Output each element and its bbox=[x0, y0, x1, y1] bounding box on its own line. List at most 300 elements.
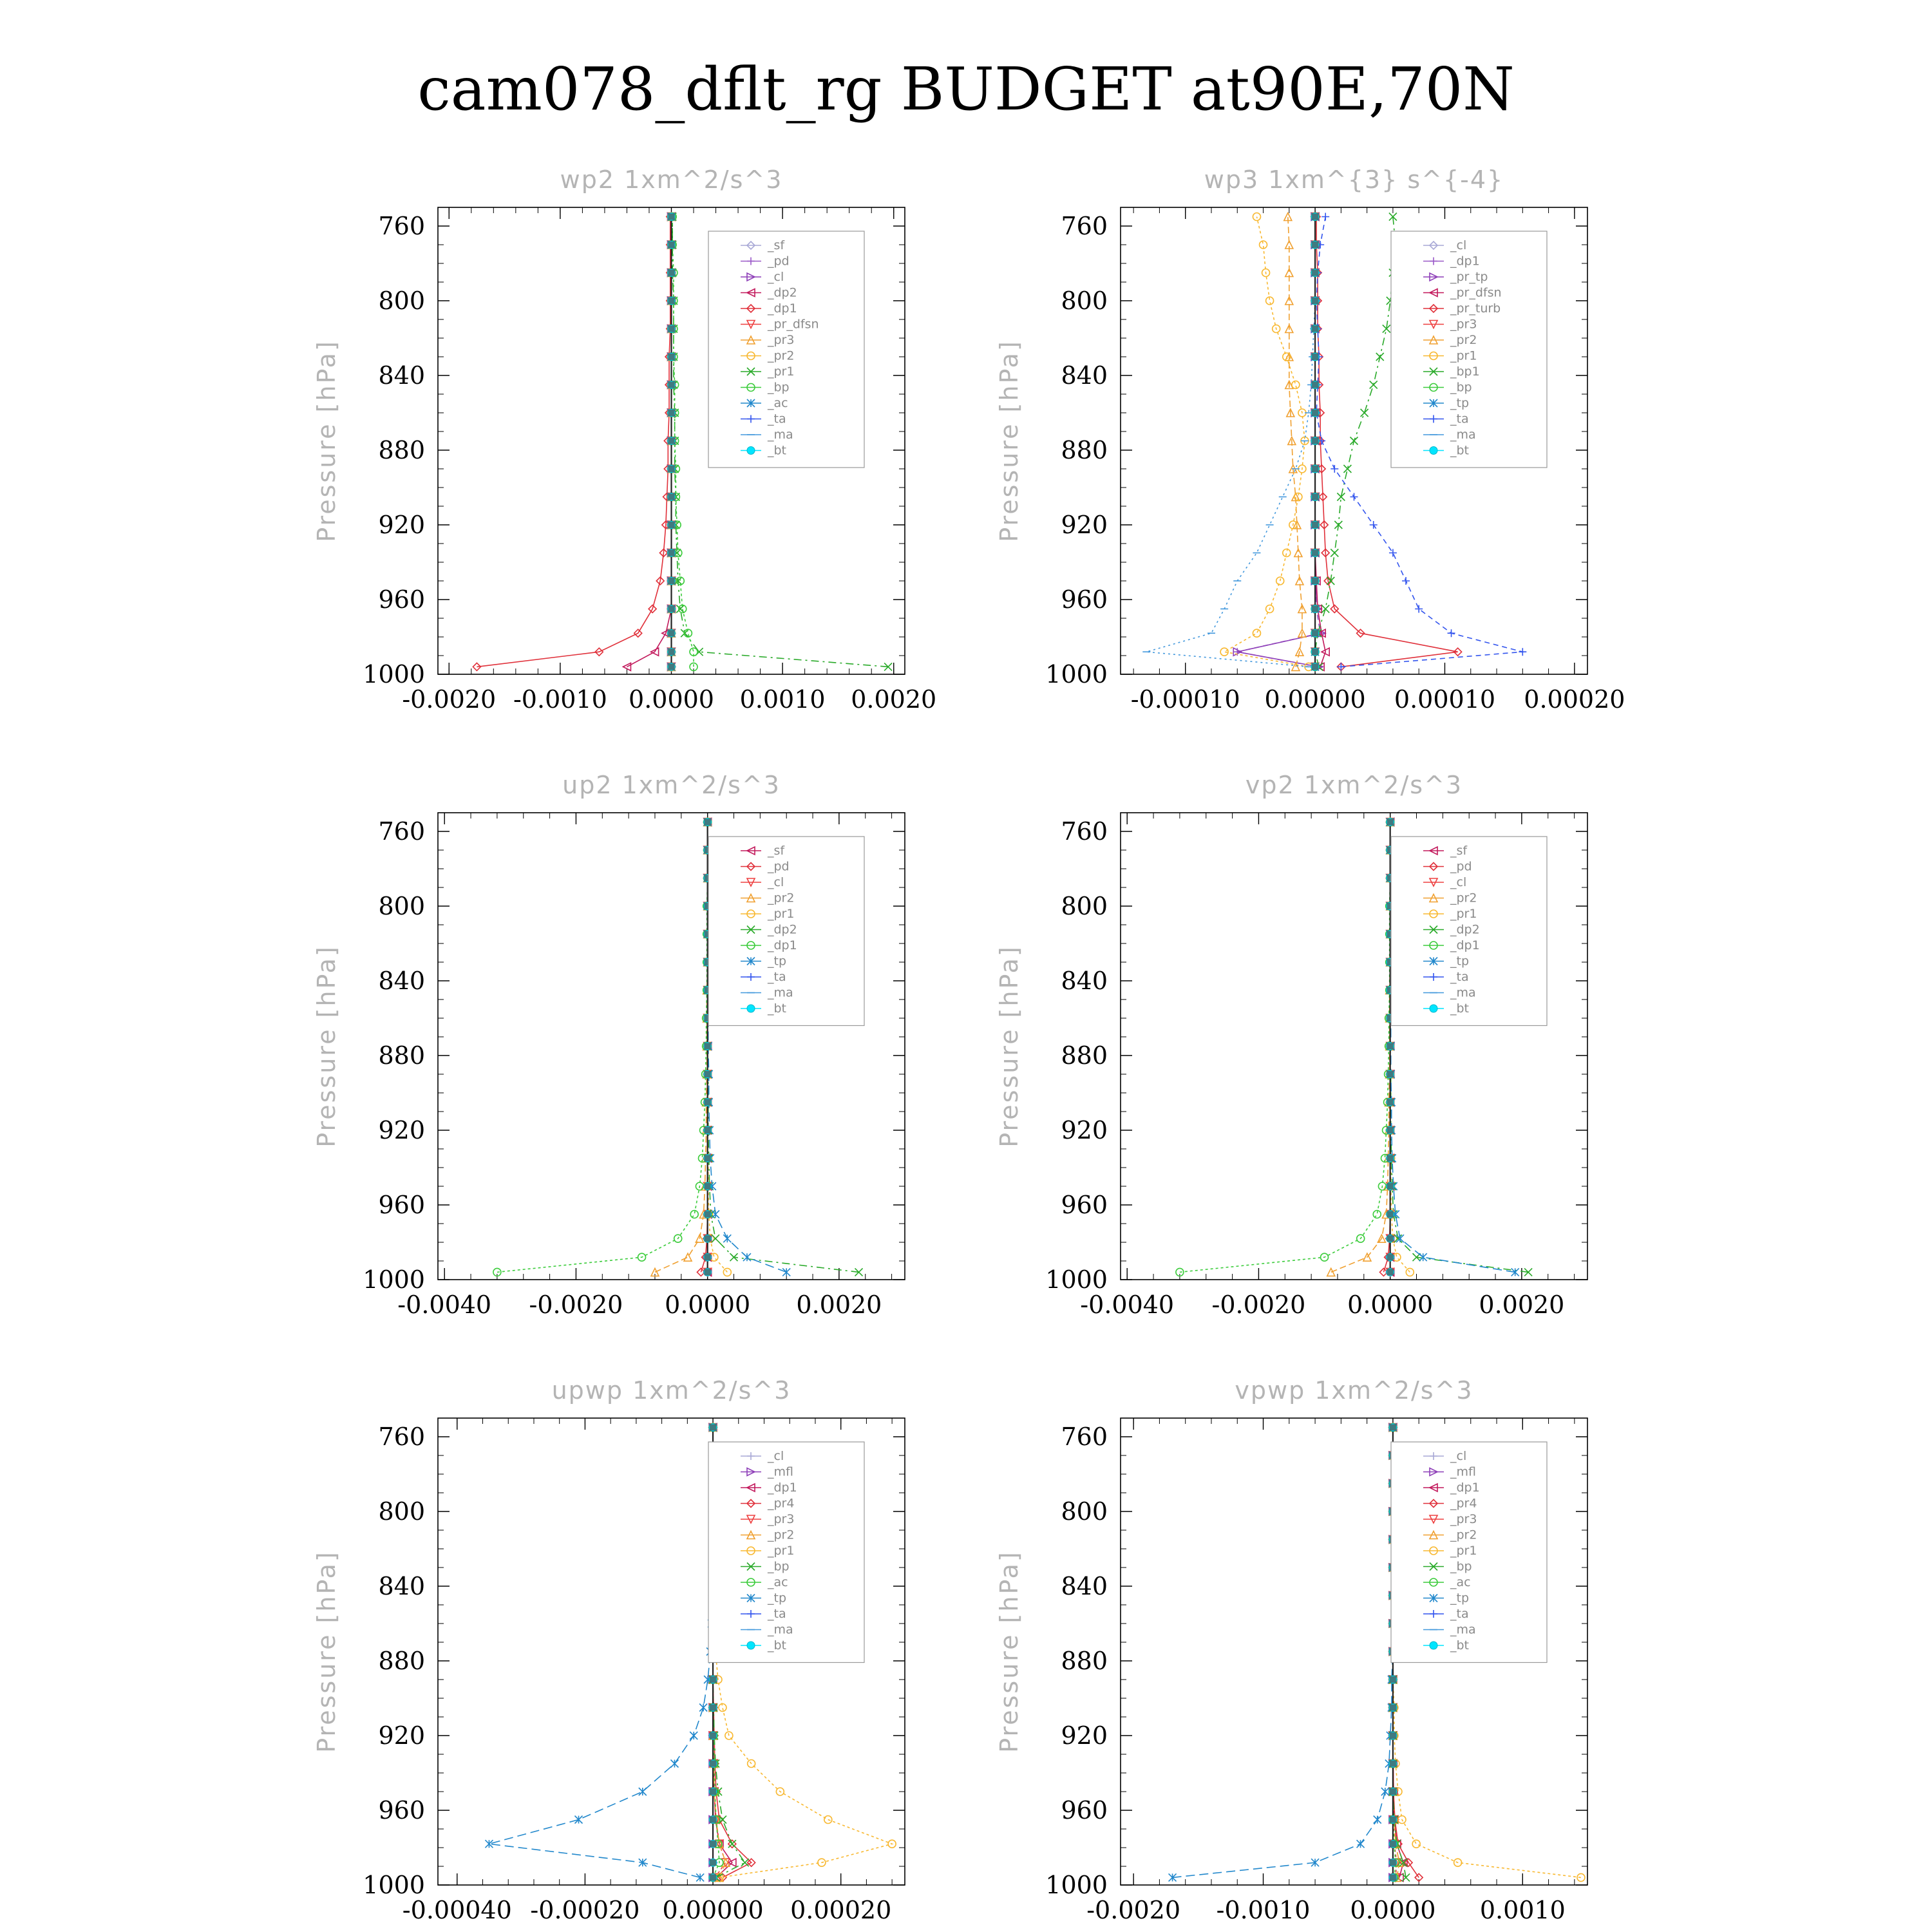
zero-marker bbox=[705, 1235, 711, 1242]
x-tick-label: 0.0010 bbox=[1479, 1896, 1566, 1924]
y-tick-label: 760 bbox=[1061, 817, 1108, 846]
legend bbox=[708, 1442, 864, 1663]
data-point bbox=[690, 1732, 697, 1739]
x-tick-label: 0.0000 bbox=[1347, 1291, 1434, 1319]
zero-marker bbox=[668, 298, 675, 304]
legend-label: _pr4 bbox=[1450, 1496, 1477, 1511]
legend-label: _pr1 bbox=[768, 907, 795, 921]
series-line bbox=[1237, 217, 1320, 667]
y-axis-label: Pressure [hPa] bbox=[995, 339, 1023, 542]
legend-label: _pr3 bbox=[1450, 317, 1477, 332]
legend-label: _tp bbox=[1450, 396, 1470, 410]
data-point bbox=[1389, 549, 1397, 557]
y-tick-label: 760 bbox=[1061, 1423, 1108, 1451]
legend-label: _ac bbox=[768, 396, 788, 410]
legend-label: _pr1 bbox=[1450, 1544, 1477, 1558]
zero-marker bbox=[668, 606, 675, 612]
series_tp bbox=[1169, 1424, 1397, 1882]
legend-label: _mfl bbox=[1450, 1464, 1476, 1479]
legend-marker bbox=[747, 1642, 755, 1649]
x-tick-label: -0.0040 bbox=[1080, 1291, 1175, 1319]
legend-label: _pd bbox=[768, 859, 790, 874]
series-line bbox=[497, 822, 708, 1273]
y-tick-label: 800 bbox=[378, 892, 425, 920]
zero-marker bbox=[668, 494, 675, 500]
data-point bbox=[639, 1788, 647, 1795]
legend-marker bbox=[747, 1005, 755, 1012]
data-point bbox=[1337, 663, 1345, 670]
y-tick-label: 1000 bbox=[363, 1871, 425, 1899]
legend-label: _ta bbox=[768, 412, 786, 426]
legend-label: _tp bbox=[1450, 954, 1470, 969]
panel-3 bbox=[312, 771, 905, 1319]
legend-label: _dp2 bbox=[1450, 922, 1480, 937]
legend-label: _bp bbox=[768, 380, 790, 395]
data-point bbox=[1283, 549, 1291, 557]
legend-label: _pd bbox=[1450, 859, 1472, 874]
legend-label: _cl bbox=[1450, 1449, 1467, 1463]
x-tick-label: -0.00040 bbox=[402, 1896, 512, 1924]
y-tick-label: 960 bbox=[378, 1796, 425, 1824]
zero-marker bbox=[705, 1183, 711, 1189]
series-line bbox=[1288, 217, 1302, 667]
zero-marker bbox=[710, 1817, 716, 1823]
zero-marker bbox=[1312, 326, 1318, 332]
y-tick-label: 760 bbox=[378, 817, 425, 846]
zero-marker bbox=[1390, 1874, 1396, 1880]
zero-marker bbox=[1387, 1183, 1394, 1189]
y-tick-label: 880 bbox=[1061, 436, 1108, 464]
zero-marker bbox=[1312, 354, 1318, 360]
legend-label: _cl bbox=[1450, 875, 1467, 889]
y-axis-label: Pressure [hPa] bbox=[995, 945, 1023, 1148]
series_dp1 bbox=[493, 819, 712, 1276]
legend-label: _bp bbox=[1450, 1559, 1472, 1574]
zero-marker bbox=[1390, 1761, 1396, 1767]
zero-marker bbox=[1390, 1676, 1396, 1683]
y-tick-label: 800 bbox=[378, 287, 425, 315]
legend-label: _pr2 bbox=[1450, 1528, 1477, 1542]
x-tick-label: 0.00020 bbox=[1524, 685, 1625, 714]
legend-label: _tp bbox=[768, 954, 787, 969]
zero-marker bbox=[710, 1761, 716, 1767]
y-tick-label: 920 bbox=[1061, 1721, 1108, 1750]
legend-label: _pr1 bbox=[1450, 348, 1477, 363]
legend-label: _pr_dfsn bbox=[768, 317, 819, 332]
y-tick-label: 800 bbox=[1061, 287, 1108, 315]
legend-label: _sf bbox=[1450, 844, 1468, 858]
legend-label: _dp1 bbox=[1450, 254, 1480, 269]
zero-marker bbox=[705, 1127, 711, 1133]
x-tick-label: -0.0020 bbox=[402, 685, 497, 714]
zero-marker bbox=[710, 1874, 716, 1880]
zero-marker bbox=[668, 630, 675, 636]
legend-label: _ma bbox=[768, 1622, 793, 1637]
data-point bbox=[723, 1235, 731, 1242]
data-point bbox=[684, 1253, 692, 1261]
legend-label: _pr1 bbox=[1450, 907, 1477, 921]
x-tick-label: 0.00010 bbox=[1394, 685, 1496, 714]
zero-marker bbox=[1387, 1269, 1394, 1275]
y-tick-label: 800 bbox=[1061, 1497, 1108, 1526]
y-tick-label: 920 bbox=[378, 1116, 425, 1144]
panel-title: wp3 1xm^{3} s^{-4} bbox=[1204, 166, 1504, 194]
legend-label: _dp1 bbox=[1450, 938, 1480, 952]
zero-marker bbox=[705, 1269, 711, 1275]
zero-marker bbox=[705, 1211, 711, 1218]
y-tick-label: 760 bbox=[1061, 212, 1108, 240]
zero-marker bbox=[1312, 298, 1318, 304]
legend bbox=[708, 231, 864, 468]
legend-label: _dp1 bbox=[1450, 1481, 1480, 1495]
legend-label: _cl bbox=[768, 875, 784, 889]
y-tick-label: 880 bbox=[1061, 1647, 1108, 1675]
x-tick-label: -0.0020 bbox=[1086, 1896, 1181, 1924]
zero-marker bbox=[668, 214, 675, 220]
legend-label: _pr3 bbox=[768, 333, 795, 347]
zero-marker bbox=[1387, 819, 1394, 826]
y-tick-label: 880 bbox=[1061, 1041, 1108, 1070]
y-axis-label: Pressure [hPa] bbox=[312, 1550, 341, 1753]
zero-marker bbox=[1312, 550, 1318, 556]
legend-label: _pd bbox=[768, 254, 790, 269]
series_tp bbox=[485, 1424, 717, 1882]
y-tick-label: 880 bbox=[378, 436, 425, 464]
legend-label: _cl bbox=[768, 1449, 784, 1463]
data-point bbox=[1376, 353, 1384, 361]
y-tick-label: 1000 bbox=[363, 660, 425, 688]
legend-label: _tp bbox=[768, 1591, 787, 1605]
zero-marker bbox=[668, 242, 675, 248]
data-point bbox=[1253, 629, 1260, 637]
panel-1 bbox=[312, 166, 936, 714]
legend-label: _bt bbox=[1450, 1638, 1470, 1653]
legend-label: _pr2 bbox=[768, 891, 795, 905]
zero-marker bbox=[1390, 1817, 1396, 1823]
zero-marker bbox=[705, 1155, 711, 1162]
zero-marker bbox=[710, 1676, 716, 1683]
panel-title: vp2 1xm^2/s^3 bbox=[1245, 771, 1463, 799]
legend-label: _bt bbox=[768, 1638, 787, 1653]
zero-marker bbox=[668, 326, 675, 332]
zero-marker bbox=[710, 1705, 716, 1711]
y-tick-label: 880 bbox=[378, 1647, 425, 1675]
x-tick-label: 0.0000 bbox=[1350, 1896, 1436, 1924]
y-tick-label: 960 bbox=[1061, 585, 1108, 614]
zero-marker bbox=[668, 522, 675, 528]
data-point bbox=[728, 1840, 736, 1848]
zero-marker bbox=[1312, 270, 1318, 276]
data-point bbox=[782, 1268, 790, 1276]
legend-label: _dp2 bbox=[768, 922, 797, 937]
zero-marker bbox=[705, 1254, 711, 1260]
series_dp1 bbox=[1176, 819, 1394, 1276]
data-point bbox=[670, 1760, 678, 1768]
y-tick-label: 800 bbox=[1061, 892, 1108, 920]
panel-4 bbox=[995, 771, 1587, 1319]
zero-marker bbox=[1312, 438, 1318, 444]
zero-marker bbox=[1312, 522, 1318, 528]
zero-marker bbox=[668, 578, 675, 584]
legend-label: _dp1 bbox=[768, 938, 797, 952]
panel-title: vpwp 1xm^2/s^3 bbox=[1235, 1376, 1473, 1405]
y-tick-label: 760 bbox=[378, 1423, 425, 1451]
series_dp1 bbox=[473, 213, 674, 671]
y-tick-label: 800 bbox=[378, 1497, 425, 1526]
panel-2 bbox=[995, 166, 1625, 714]
x-tick-label: -0.0020 bbox=[1211, 1291, 1306, 1319]
legend-label: _ta bbox=[1450, 970, 1469, 984]
legend-label: _bt bbox=[768, 1001, 787, 1016]
series-line bbox=[1224, 217, 1309, 667]
data-point bbox=[1396, 1235, 1404, 1242]
data-point bbox=[1321, 213, 1329, 221]
zero-marker bbox=[668, 550, 675, 556]
zero-marker bbox=[1387, 1099, 1394, 1106]
legend-label: _bp bbox=[1450, 380, 1472, 395]
series-line bbox=[477, 217, 670, 667]
legend-label: _ta bbox=[768, 1607, 786, 1621]
data-point bbox=[574, 1816, 582, 1824]
zero-marker bbox=[1312, 630, 1318, 636]
data-point bbox=[699, 1704, 707, 1712]
zero-marker bbox=[710, 1859, 716, 1866]
data-point bbox=[1337, 493, 1345, 501]
legend-label: _pr1 bbox=[768, 365, 795, 379]
legend-label: _tp bbox=[1450, 1591, 1470, 1605]
zero-marker bbox=[1312, 466, 1318, 472]
zero-marker bbox=[1390, 1788, 1396, 1795]
legend-label: _sf bbox=[768, 238, 785, 252]
y-tick-label: 1000 bbox=[363, 1265, 425, 1294]
series_pr2 bbox=[1327, 819, 1394, 1276]
y-tick-label: 960 bbox=[378, 585, 425, 614]
zero-marker bbox=[1390, 1425, 1396, 1431]
zero-marker bbox=[1390, 1859, 1396, 1866]
x-tick-label: -0.0010 bbox=[1216, 1896, 1311, 1924]
data-point bbox=[1374, 1816, 1381, 1824]
series-line bbox=[1180, 822, 1390, 1273]
x-tick-label: -0.0040 bbox=[397, 1291, 492, 1319]
data-point bbox=[1370, 521, 1378, 529]
data-point bbox=[696, 1873, 704, 1881]
legend-label: _dp1 bbox=[768, 301, 797, 316]
legend-label: _bt bbox=[768, 443, 787, 458]
zero-marker bbox=[1312, 663, 1318, 670]
zero-marker bbox=[710, 1788, 716, 1795]
zero-marker bbox=[705, 1099, 711, 1106]
data-point bbox=[1402, 577, 1410, 585]
zero-marker bbox=[1312, 382, 1318, 388]
data-point bbox=[1350, 437, 1358, 445]
zero-marker bbox=[1312, 606, 1318, 612]
data-point bbox=[1292, 381, 1300, 389]
y-tick-label: 840 bbox=[1061, 361, 1108, 390]
y-tick-label: 960 bbox=[1061, 1796, 1108, 1824]
legend-label: _ma bbox=[1450, 985, 1476, 1000]
legend-label: _pr_dfsn bbox=[1450, 285, 1502, 300]
legend-label: _bt bbox=[1450, 443, 1470, 458]
figure-title: cam078_dflt_rg BUDGET at90E,70N bbox=[417, 55, 1515, 124]
legend bbox=[1391, 1442, 1547, 1663]
zero-marker bbox=[1387, 1155, 1394, 1162]
zero-marker bbox=[1387, 1127, 1394, 1133]
data-point bbox=[1412, 1840, 1420, 1848]
y-tick-label: 840 bbox=[1061, 1572, 1108, 1600]
legend bbox=[708, 837, 864, 1026]
legend-label: _bp1 bbox=[1450, 365, 1480, 379]
x-tick-label: 0.0000 bbox=[629, 685, 714, 714]
zero-marker bbox=[668, 382, 675, 388]
y-tick-label: 880 bbox=[378, 1041, 425, 1070]
data-point bbox=[1519, 648, 1526, 656]
legend-label: _ma bbox=[768, 428, 793, 442]
legend-marker bbox=[1430, 1642, 1437, 1649]
zero-marker bbox=[668, 663, 675, 670]
legend-label: _ma bbox=[768, 985, 793, 1000]
legend-label: _dp2 bbox=[768, 285, 797, 300]
y-tick-label: 1000 bbox=[1045, 1265, 1108, 1294]
legend-label: _pr3 bbox=[768, 1512, 795, 1526]
legend-label: _cl bbox=[1450, 238, 1467, 252]
legend-label: _ma bbox=[1450, 1622, 1476, 1637]
data-point bbox=[1370, 381, 1378, 389]
panel-title: wp2 1xm^2/s^3 bbox=[560, 166, 783, 194]
legend-label: _ac bbox=[768, 1575, 788, 1589]
data-point bbox=[1357, 1840, 1365, 1848]
data-point bbox=[712, 1235, 719, 1242]
zero-marker bbox=[705, 1071, 711, 1077]
data-point bbox=[1343, 465, 1351, 473]
data-point bbox=[1381, 1788, 1389, 1795]
x-tick-label: 0.0020 bbox=[851, 685, 937, 714]
zero-marker bbox=[710, 1841, 716, 1847]
zero-marker bbox=[1387, 1071, 1394, 1077]
zero-marker bbox=[668, 438, 675, 444]
legend-label: _pr2 bbox=[768, 348, 795, 363]
series_pr1 bbox=[1220, 213, 1312, 671]
series-line bbox=[1331, 822, 1390, 1273]
y-tick-label: 920 bbox=[378, 1721, 425, 1750]
legend-label: _pr3 bbox=[1450, 1512, 1477, 1526]
legend-label: _pr1 bbox=[768, 1544, 795, 1558]
y-tick-label: 1000 bbox=[1045, 660, 1108, 688]
zero-marker bbox=[710, 1425, 716, 1431]
data-point bbox=[1321, 605, 1329, 613]
zero-marker bbox=[1390, 1732, 1396, 1739]
zero-marker bbox=[1312, 242, 1318, 248]
zero-marker bbox=[1387, 1211, 1394, 1218]
y-axis-label: Pressure [hPa] bbox=[312, 945, 341, 1148]
y-tick-label: 1000 bbox=[1045, 1871, 1108, 1899]
zero-marker bbox=[710, 1732, 716, 1739]
legend-label: _sf bbox=[768, 844, 785, 858]
legend-marker bbox=[1430, 447, 1437, 455]
legend-label: _ac bbox=[1450, 1575, 1471, 1589]
x-tick-label: 0.0000 bbox=[665, 1291, 751, 1319]
legend-label: _ta bbox=[1450, 1607, 1469, 1621]
panel-title: upwp 1xm^2/s^3 bbox=[551, 1376, 791, 1405]
legend-label: _bt bbox=[1450, 1001, 1470, 1016]
legend-marker bbox=[1430, 1005, 1437, 1012]
legend-label: _pr_tp bbox=[1450, 270, 1488, 284]
zero-marker bbox=[1387, 1235, 1394, 1242]
legend-label: _mfl bbox=[768, 1464, 793, 1479]
y-tick-label: 840 bbox=[378, 1572, 425, 1600]
x-tick-label: 0.00000 bbox=[662, 1896, 764, 1924]
legend-label: _pr2 bbox=[1450, 333, 1477, 347]
series-line bbox=[655, 822, 708, 1273]
series_pr2 bbox=[1284, 213, 1306, 671]
zero-marker bbox=[1312, 578, 1318, 584]
x-tick-label: -0.00010 bbox=[1130, 685, 1240, 714]
zero-marker bbox=[1312, 214, 1318, 220]
zero-marker bbox=[1312, 649, 1318, 655]
data-point bbox=[1415, 605, 1423, 613]
zero-marker bbox=[705, 1043, 711, 1050]
y-tick-label: 840 bbox=[378, 361, 425, 390]
series_bp1 bbox=[1311, 213, 1399, 671]
zero-marker bbox=[1390, 1841, 1396, 1847]
series-line bbox=[489, 1428, 713, 1878]
legend-marker bbox=[747, 447, 755, 455]
data-point bbox=[1361, 409, 1368, 417]
panel-6 bbox=[995, 1376, 1587, 1924]
x-tick-label: 0.0020 bbox=[1479, 1291, 1565, 1319]
y-tick-label: 840 bbox=[1061, 967, 1108, 995]
zero-marker bbox=[1312, 410, 1318, 416]
x-tick-label: -0.00020 bbox=[530, 1896, 640, 1924]
y-tick-label: 920 bbox=[1061, 1116, 1108, 1144]
y-tick-label: 760 bbox=[378, 212, 425, 240]
series_dp1 bbox=[1233, 213, 1324, 671]
zero-marker bbox=[668, 466, 675, 472]
legend-label: _dp1 bbox=[768, 1481, 797, 1495]
y-tick-label: 960 bbox=[1061, 1191, 1108, 1219]
data-point bbox=[1331, 549, 1338, 557]
legend-label: _ma bbox=[1450, 428, 1476, 442]
legend bbox=[1391, 837, 1547, 1026]
zero-marker bbox=[1387, 1254, 1394, 1260]
data-point bbox=[1350, 493, 1358, 501]
legend-label: _ta bbox=[768, 970, 786, 984]
panel-5 bbox=[312, 1376, 905, 1924]
y-tick-label: 840 bbox=[378, 967, 425, 995]
series-line bbox=[1173, 1428, 1393, 1878]
legend-label: _pr2 bbox=[768, 1528, 795, 1542]
legend-label: _pr2 bbox=[1450, 891, 1477, 905]
y-tick-label: 920 bbox=[1061, 511, 1108, 539]
legend-label: _pr_turb bbox=[1450, 301, 1501, 316]
zero-marker bbox=[668, 649, 675, 655]
data-point bbox=[743, 1253, 751, 1261]
y-axis-label: Pressure [hPa] bbox=[995, 1550, 1023, 1753]
zero-marker bbox=[668, 354, 675, 360]
legend-label: _bp bbox=[768, 1559, 790, 1574]
panel-title: up2 1xm^2/s^3 bbox=[562, 771, 781, 799]
zero-marker bbox=[668, 410, 675, 416]
x-tick-label: -0.0020 bbox=[529, 1291, 623, 1319]
zero-marker bbox=[1312, 494, 1318, 500]
legend bbox=[1391, 231, 1547, 468]
legend-label: _ta bbox=[1450, 412, 1469, 426]
y-axis-label: Pressure [hPa] bbox=[312, 339, 341, 542]
zero-marker bbox=[1390, 1705, 1396, 1711]
y-tick-label: 920 bbox=[378, 511, 425, 539]
zero-marker bbox=[1387, 1043, 1394, 1050]
x-tick-label: -0.0010 bbox=[513, 685, 607, 714]
x-tick-label: 0.00020 bbox=[790, 1896, 892, 1924]
